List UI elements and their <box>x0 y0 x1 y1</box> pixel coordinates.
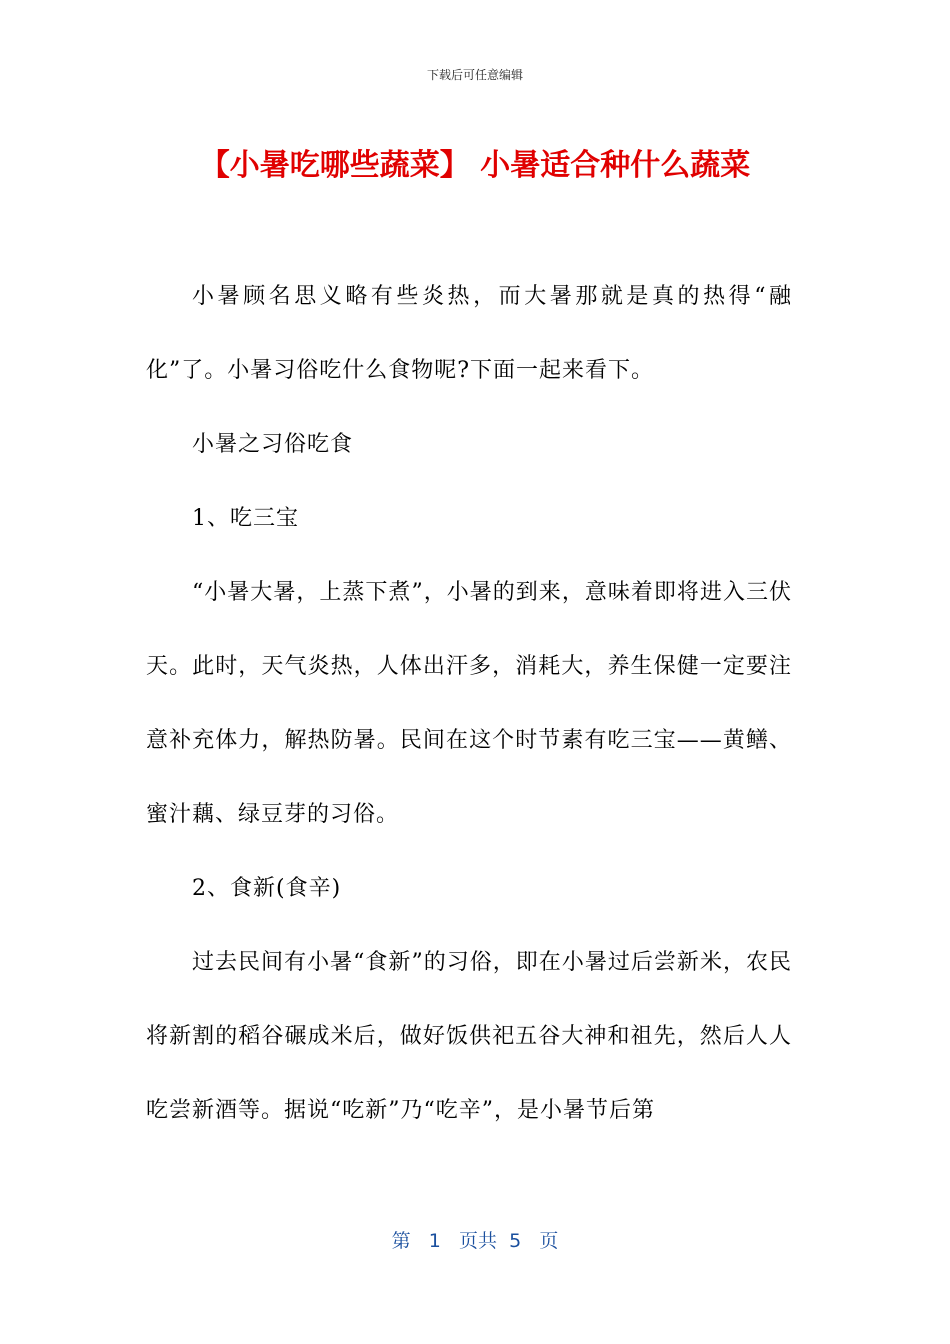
list-item-heading: 1、吃三宝 <box>192 506 299 531</box>
header-note: 下载后可任意编辑 <box>426 68 523 82</box>
footer-suffix: 页 <box>539 1230 559 1252</box>
paragraph: 过去民间有小暑“食新”的习俗，即在小暑过后尝新米，农民将新割的稻谷碾成米后，做好饭供祀五谷大神和祖先，然后人人吃尝新酒等。据说“吃新”乃“吃辛”，是小暑节后第 <box>146 950 792 1123</box>
list-item-heading: 2、食新(食辛) <box>192 876 342 901</box>
footer-prefix: 第 <box>391 1230 411 1252</box>
document-body <box>146 260 792 1148</box>
paragraph-intro: 小暑顾名思义略有些炎热，而大暑那就是真的热得“融化”了。小暑习俗吃什么食物呢?下面一起来看下。 <box>146 284 792 383</box>
document-title: 【小暑吃哪些蔬菜】 小暑适合种什么蔬菜 <box>199 148 751 183</box>
paragraph: “小暑大暑，上蒸下煮”，小暑的到来，意味着即将进入三伏天。此时，天气炎热，人体出汗多，消耗大，养生保健一定要注意补充体力，解热防暑。民间在这个时节素有吃三宝——黄鳝、蜜汁藕、绿豆芽的习俗。 <box>146 580 792 827</box>
section-heading: 小暑之习俗吃食 <box>192 432 354 457</box>
footer-page-number: 1 <box>428 1230 441 1252</box>
footer-middle: 页共 <box>459 1230 498 1252</box>
page-footer <box>0 1226 950 1253</box>
footer-total-pages: 5 <box>509 1230 522 1252</box>
